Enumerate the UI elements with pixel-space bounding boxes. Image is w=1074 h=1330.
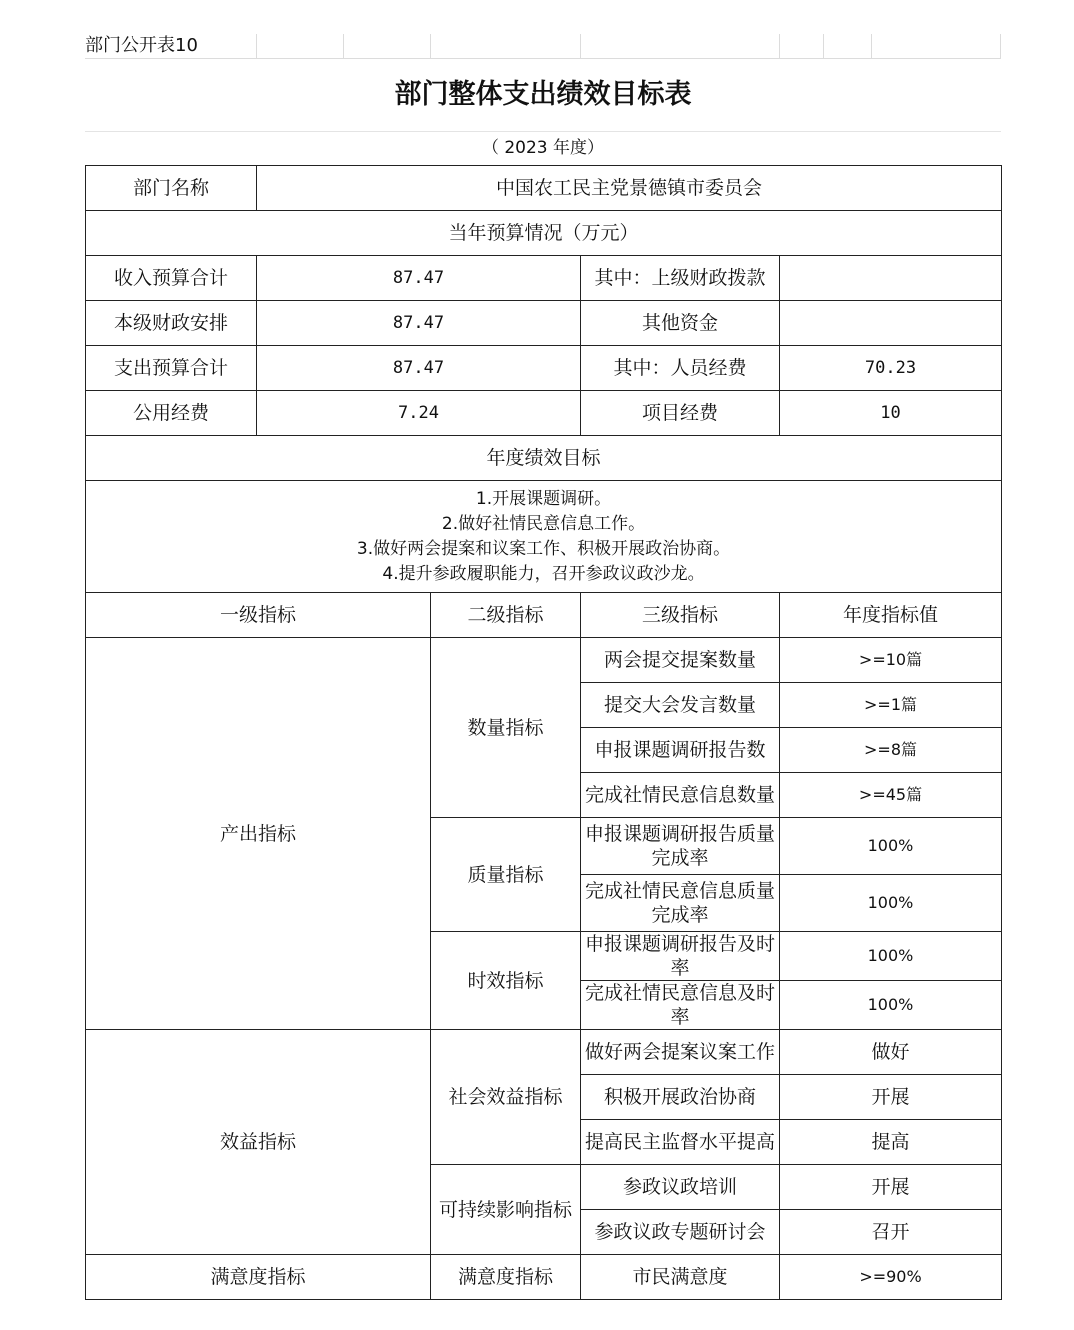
level2-social: 社会效益指标 xyxy=(431,1030,581,1165)
goal-item: 1.开展课题调研。 xyxy=(475,488,612,509)
indicator-value: 提高 xyxy=(780,1120,1002,1165)
header-level1: 一级指标 xyxy=(86,593,431,638)
page-title: 部门整体支出绩效目标表 xyxy=(85,58,1001,132)
superior-funding-value xyxy=(780,256,1002,301)
indicator-name: 完成社情民意信息及时率 xyxy=(581,981,780,1030)
grid-line xyxy=(823,34,824,58)
local-funding-label: 本级财政安排 xyxy=(86,301,257,346)
superior-funding-label: 其中：上级财政拨款 xyxy=(581,256,780,301)
indicator-name: 申报课题调研报告及时率 xyxy=(581,932,780,981)
dept-label: 部门名称 xyxy=(86,166,257,211)
personnel-cost-label: 其中：人员经费 xyxy=(581,346,780,391)
level2-satisfaction: 满意度指标 xyxy=(431,1255,581,1300)
table-row xyxy=(86,166,1002,211)
indicator-name: 参政议政专题研讨会 xyxy=(581,1210,780,1255)
budget-section-title: 当年预算情况（万元） xyxy=(86,211,1002,256)
table-row xyxy=(86,638,1002,683)
indicator-value: 做好 xyxy=(780,1030,1002,1075)
table-row xyxy=(86,436,1002,481)
indicator-name: 完成社情民意信息质量完成率 xyxy=(581,875,780,932)
annual-goals xyxy=(86,481,1002,593)
indicator-value: 开展 xyxy=(780,1165,1002,1210)
income-total-label: 收入预算合计 xyxy=(86,256,257,301)
level2-timeliness: 时效指标 xyxy=(431,932,581,1030)
indicator-value: 开展 xyxy=(780,1075,1002,1120)
header-level2: 二级指标 xyxy=(431,593,581,638)
performance-table xyxy=(85,165,1002,1300)
table-row xyxy=(86,346,1002,391)
header-annual-value: 年度指标值 xyxy=(780,593,1002,638)
public-cost-value: 7.24 xyxy=(257,391,581,436)
indicator-value: 100% xyxy=(780,981,1002,1030)
other-funds-label: 其他资金 xyxy=(581,301,780,346)
grid-line xyxy=(779,34,780,58)
indicator-value: >=90% xyxy=(780,1255,1002,1300)
goal-item: 3.做好两会提案和议案工作、积极开展政治协商。 xyxy=(356,538,731,559)
project-cost-label: 项目经费 xyxy=(581,391,780,436)
table-row xyxy=(86,1030,1002,1075)
table-row xyxy=(86,301,1002,346)
indicator-name: 提高民主监督水平提高 xyxy=(581,1120,780,1165)
indicator-value: >=45篇 xyxy=(780,773,1002,818)
indicator-name: 参政议政培训 xyxy=(581,1165,780,1210)
level2-sustain: 可持续影响指标 xyxy=(431,1165,581,1255)
project-cost-value: 10 xyxy=(780,391,1002,436)
indicator-value: >=10篇 xyxy=(780,638,1002,683)
income-total-value: 87.47 xyxy=(257,256,581,301)
other-funds-value xyxy=(780,301,1002,346)
grid-line xyxy=(871,34,872,58)
level1-satisfaction: 满意度指标 xyxy=(86,1255,431,1300)
expense-total-label: 支出预算合计 xyxy=(86,346,257,391)
level2-quality: 质量指标 xyxy=(431,818,581,932)
level1-benefit: 效益指标 xyxy=(86,1030,431,1255)
grid-line xyxy=(256,34,257,58)
grid-line xyxy=(430,34,431,58)
indicator-name: 完成社情民意信息数量 xyxy=(581,773,780,818)
table-row xyxy=(86,256,1002,301)
grid-line xyxy=(580,34,581,58)
indicator-name: 积极开展政治协商 xyxy=(581,1075,780,1120)
indicator-name: 申报课题调研报告质量完成率 xyxy=(581,818,780,875)
indicator-name: 申报课题调研报告数 xyxy=(581,728,780,773)
grid-line xyxy=(1000,34,1001,58)
indicator-name: 市民满意度 xyxy=(581,1255,780,1300)
table-row xyxy=(86,1255,1002,1300)
goals-section-title: 年度绩效目标 xyxy=(86,436,1002,481)
expense-total-value: 87.47 xyxy=(257,346,581,391)
indicator-value: 100% xyxy=(780,875,1002,932)
level1-output: 产出指标 xyxy=(86,638,431,1030)
goal-item: 2.做好社情民意信息工作。 xyxy=(441,513,646,534)
indicator-name: 提交大会发言数量 xyxy=(581,683,780,728)
indicator-name: 做好两会提案议案工作 xyxy=(581,1030,780,1075)
indicator-value: 召开 xyxy=(780,1210,1002,1255)
indicator-value: 100% xyxy=(780,818,1002,875)
table-row xyxy=(86,211,1002,256)
grid-line xyxy=(343,34,344,58)
local-funding-value: 87.47 xyxy=(257,301,581,346)
indicator-value: 100% xyxy=(780,932,1002,981)
dept-value: 中国农工民主党景德镇市委员会 xyxy=(257,166,1002,211)
header-level3: 三级指标 xyxy=(581,593,780,638)
table-code: 部门公开表10 xyxy=(85,35,198,56)
personnel-cost-value: 70.23 xyxy=(780,346,1002,391)
indicator-value: >=8篇 xyxy=(780,728,1002,773)
indicator-value: >=1篇 xyxy=(780,683,1002,728)
goal-item: 4.提升参政履职能力，召开参政议政沙龙。 xyxy=(382,563,705,584)
table-row xyxy=(86,391,1002,436)
indicator-name: 两会提交提案数量 xyxy=(581,638,780,683)
public-cost-label: 公用经费 xyxy=(86,391,257,436)
level2-quantity: 数量指标 xyxy=(431,638,581,818)
fiscal-year: （ 2023 年度） xyxy=(481,138,605,158)
table-row xyxy=(86,593,1002,638)
table-row xyxy=(86,481,1002,593)
